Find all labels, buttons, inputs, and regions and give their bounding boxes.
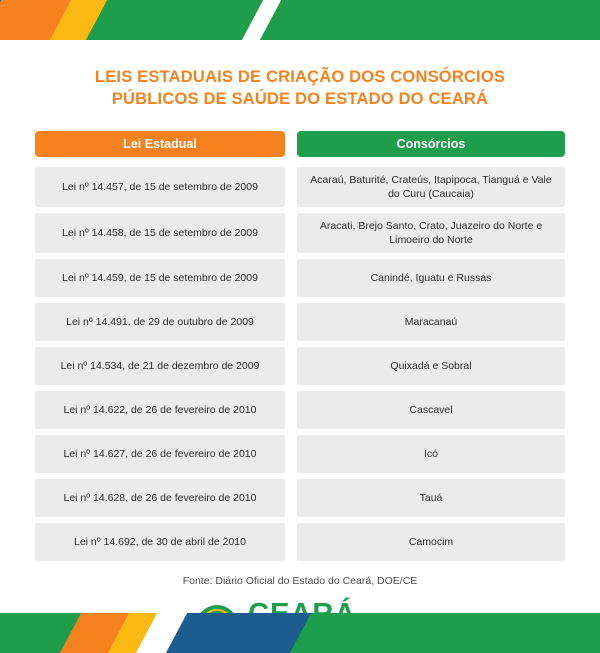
table-row xyxy=(35,213,565,253)
cell-consorcios: Icó xyxy=(297,435,565,473)
page-title xyxy=(0,40,600,117)
table-header-row xyxy=(35,131,565,157)
band-stripe-green-right xyxy=(255,0,600,40)
table-row xyxy=(35,259,565,297)
cell-lei: Lei nº 14.692, de 30 de abril de 2010 xyxy=(35,523,285,561)
table-row xyxy=(35,347,565,385)
column-header-lei: Lei Estadual xyxy=(35,131,285,157)
cell-lei: Lei nº 14.491, de 29 de outubro de 2009 xyxy=(35,303,285,341)
cell-lei: Lei nº 14.622, de 26 de fevereiro de 2010 xyxy=(35,391,285,429)
cell-lei: Lei nº 14.534, de 21 de dezembro de 2009 xyxy=(35,347,285,385)
table-row xyxy=(35,303,565,341)
title-line-2: PÚBLICOS DE SAÚDE DO ESTADO DO CEARÁ xyxy=(111,90,489,109)
cell-consorcios: Tauá xyxy=(297,479,565,517)
cell-lei: Lei nº 14.628, de 26 de fevereiro de 2010 xyxy=(35,479,285,517)
table-row xyxy=(35,435,565,473)
cell-consorcios: Cascavel xyxy=(297,391,565,429)
content-card xyxy=(0,40,600,613)
laws-table xyxy=(35,131,565,562)
cell-consorcios: Maracanaú xyxy=(297,303,565,341)
cell-consorcios: Camocim xyxy=(297,523,565,561)
table-row xyxy=(35,167,565,207)
cell-consorcios: Aracati, Brejo Santo, Crato, Juazeiro do Norte e Limoeiro do Norte xyxy=(297,213,565,253)
table-row xyxy=(35,391,565,429)
title-line-1: LEIS ESTADUAIS DE CRIAÇÃO DOS CONSÓRCIOS xyxy=(94,68,506,86)
cell-consorcios: Quixadá e Sobral xyxy=(297,347,565,385)
cell-lei: Lei nº 14.459, de 15 de setembro de 2009 xyxy=(35,259,285,297)
bottom-stripe-green-right xyxy=(285,613,600,653)
top-decorative-band xyxy=(0,0,600,40)
table-row xyxy=(35,523,565,561)
table-row xyxy=(35,479,565,517)
cell-lei: Lei nº 14.458, de 15 de setembro de 2009 xyxy=(35,213,285,253)
source-note: Fonte: Diário Oficial do Estado do Ceará, DOE/CE xyxy=(182,575,418,588)
cell-consorcios: Acaraú, Baturité, Crateús, Itapipoca, Tianguá e Vale do Curu (Caucaia) xyxy=(297,167,565,207)
cell-consorcios: Canindé, Iguatu e Russas xyxy=(297,259,565,297)
column-header-consorcios: Consórcios xyxy=(297,131,565,157)
bottom-decorative-band xyxy=(0,613,600,653)
cell-lei: Lei nº 14.627, de 26 de fevereiro de 2010 xyxy=(35,435,285,473)
cell-lei: Lei nº 14.457, de 15 de setembro de 2009 xyxy=(35,167,285,207)
